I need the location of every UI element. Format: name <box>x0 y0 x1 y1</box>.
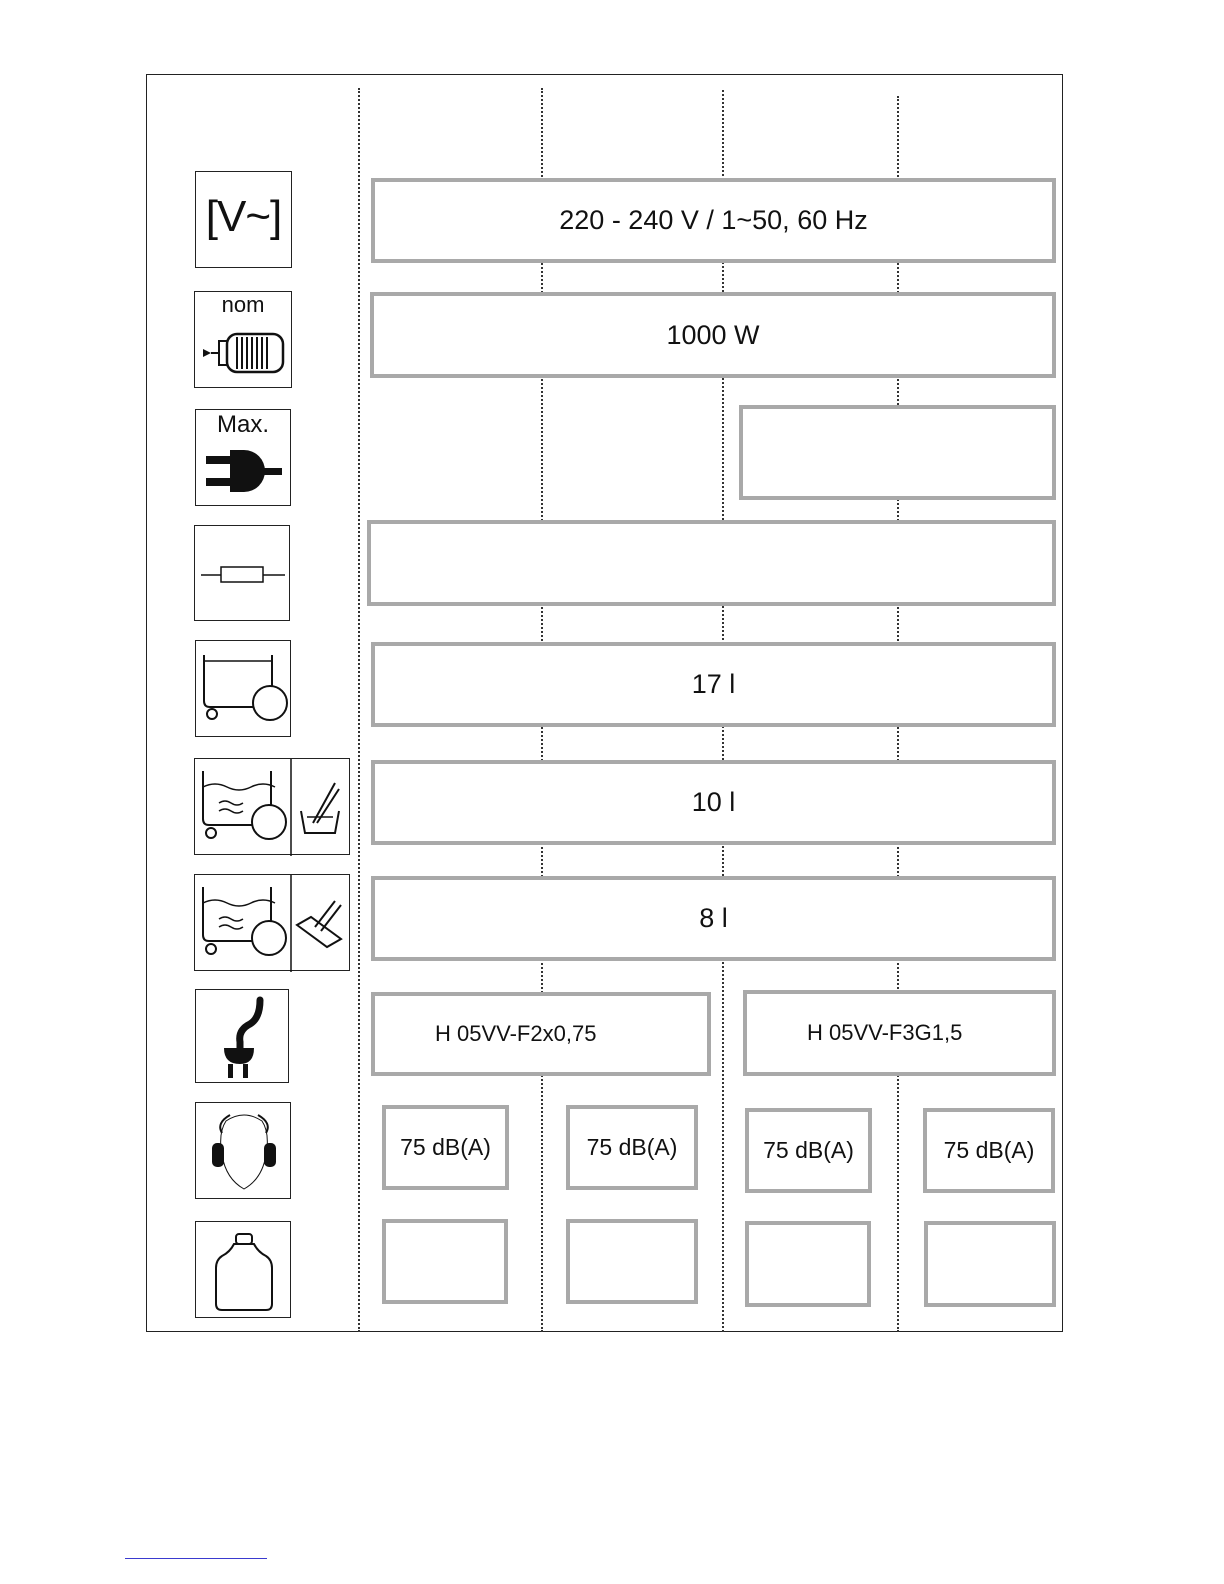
fuse-value <box>367 520 1056 606</box>
fuse-icon <box>194 525 290 621</box>
voltage-icon-text: [V~] <box>205 192 282 241</box>
noise-value-4: 75 dB(A) <box>923 1108 1055 1193</box>
noise-value-2: 75 dB(A) <box>566 1105 698 1190</box>
weight-value-2 <box>566 1219 698 1304</box>
cable-value-1: H 05VV-F2x0,75 <box>371 992 711 1076</box>
column-divider <box>358 88 360 1332</box>
weight-value-3 <box>745 1221 871 1307</box>
plug-max-icon-text: Max. <box>216 411 269 438</box>
plug-max-icon <box>195 409 291 506</box>
weight-value-4 <box>924 1221 1056 1307</box>
voltage-value: 220 - 240 V / 1~50, 60 Hz <box>371 178 1056 263</box>
weight-value-1 <box>382 1219 508 1304</box>
water-pick-up-icon <box>194 758 350 855</box>
noise-value-1: 75 dB(A) <box>382 1105 509 1190</box>
water-capacity-value: 10 l <box>371 760 1056 845</box>
power-cable-icon <box>195 989 289 1083</box>
floor-pick-up-icon <box>194 874 350 971</box>
power-value: 1000 W <box>370 292 1056 378</box>
motor-power-icon-text: nom <box>221 292 265 317</box>
container-icon <box>195 640 291 737</box>
footer-rule <box>125 1558 267 1559</box>
noise-value-3: 75 dB(A) <box>745 1108 872 1193</box>
container-value: 17 l <box>371 642 1056 727</box>
floor-pick-up-value: 8 l <box>371 876 1056 961</box>
motor-power-icon <box>194 291 292 388</box>
max-socket-value <box>739 405 1056 500</box>
voltage-icon <box>195 171 292 268</box>
ear-protection-icon <box>195 1102 291 1199</box>
cable-value-2: H 05VV-F3G1,5 <box>743 990 1056 1076</box>
weight-icon <box>195 1221 291 1318</box>
